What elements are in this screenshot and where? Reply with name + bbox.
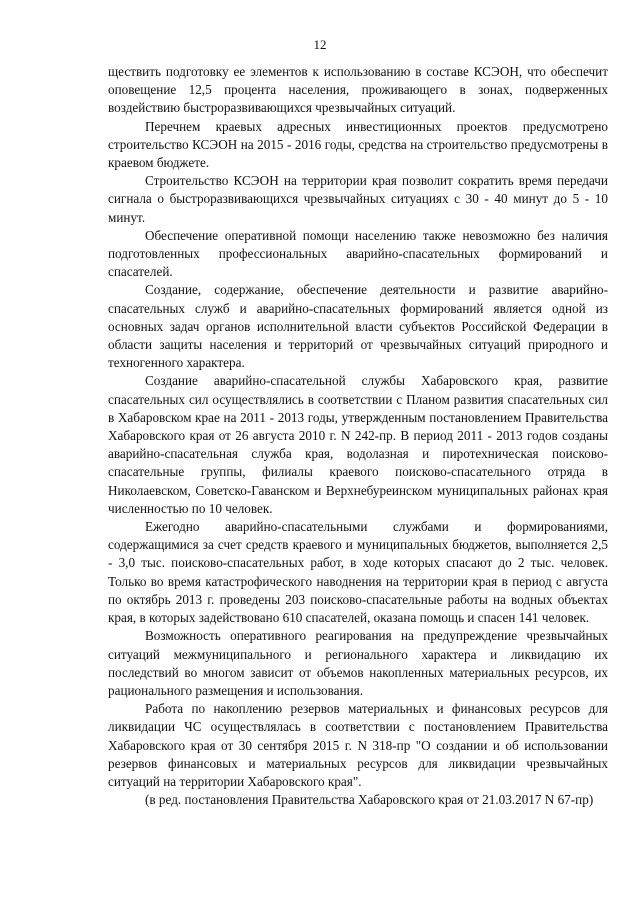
amendment-note: (в ред. постановления Правительства Хабаровского края от 21.03.2017 N 67-пр) [145, 792, 594, 808]
paragraph: Ежегодно аварийно-спасательными службами и формированиями, содержащимися за счет средств краевого и муниципальных бюджетов, выполняется 2,5 - 3,0 тыс. поисково-спасательных работ, в ходе которых спасают до 2 тыс. человек. Только во время катастрофического наводнения на территории края в период с августа по октябрь 2013 г. проведены 203 поисково-спасательные работы на водных объектах края, в которых задействовано 610 спасателей, оказана помощь и спасен 141 человек. [108, 519, 608, 626]
paragraph: Работа по накоплению резервов материальных и финансовых ресурсов для ликвидации ЧС осуществлялась в соответствии с постановлением Правительства Хабаровского края от 30 сентября 2015 г. N 318-пр "О создании и об использовании резервов финансовых и материальных ресурсов для ликвидации чрезвычайных ситуаций на территории Хабаровского края". [108, 701, 608, 789]
paragraph: Создание аварийно-спасательной службы Хабаровского края, развитие спасательных сил осуществлялись в соответствии с Планом развития спасательных сил в Хабаровском крае на 2011 - 2013 годы, утвержденным постановлением Правительства Хабаровского края от 26 августа 2010 г. N 242-пр. В период 2011 - 2013 годов созданы аварийно-спасательная служба края, водолазная и пиротехническая поисково-спасательные группы, филиалы краевого поисково-спасательного отряда в Николаевском, Советско-Гаванском и Верхнебуреинском муниципальных районах края численностью по 10 человек. [108, 373, 608, 516]
paragraph: Обеспечение оперативной помощи населению также невозможно без наличия подготовленных профессиональных аварийно-спасательных формирований и спасателей. [108, 227, 608, 280]
document-body [108, 63, 608, 809]
paragraph: Строительство КСЭОН на территории края позволит сократить время передачи сигнала о быстроразвивающихся чрезвычайных ситуациях с 30 - 40 минут до 5 - 10 минут. [108, 173, 608, 225]
paragraph: Перечнем краевых адресных инвестиционных проектов предусмотрено строительство КСЭОН на 2015 - 2016 годы, средства на строительство предусмотрены в краевом бюджете. [108, 118, 608, 171]
paragraph: Создание, содержание, обеспечение деятельности и развитие аварийно-спасательных служб и аварийно-спасательных формирований является одной из основных задач органов исполнительной власти субъектов Российской Федерации в области защиты населения и территорий от чрезвычайных ситуаций природного и техногенного характера. [108, 282, 608, 371]
paragraph: ществить подготовку ее элементов к использованию в составе КСЭОН, что обеспечит оповещение 12,5 процента населения, проживающего в зонах, подверженных воздействию быстроразвивающихся чрезвычайных ситуаций. [108, 64, 608, 116]
page-number: 12 [313, 37, 327, 52]
paragraph: Возможность оперативного реагирования на предупреждение чрезвычайных ситуаций межмуниципального и регионального характера и ликвидацию их последствий во многом зависит от объемов накопленных материальных ресурсов, их рационального размещения и использования. [108, 628, 608, 698]
